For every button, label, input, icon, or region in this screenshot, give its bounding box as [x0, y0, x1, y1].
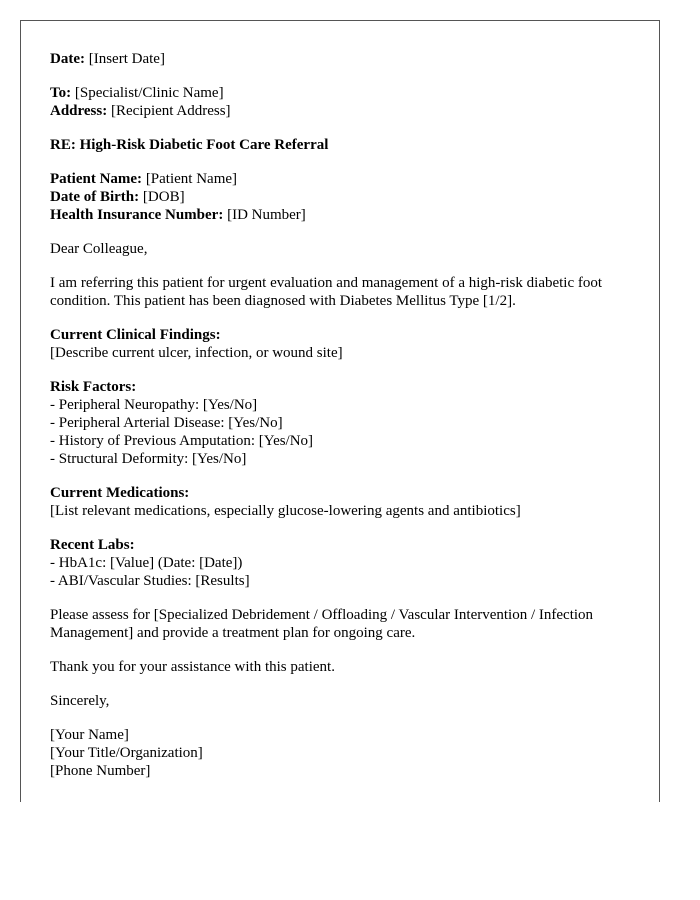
signature-name: [Your Name] — [50, 727, 129, 743]
subject-block — [50, 136, 645, 154]
intro-block — [50, 274, 645, 310]
signature-phone: [Phone Number] — [50, 763, 151, 779]
thanks-block — [50, 658, 645, 676]
signature-title: [Your Title/Organization] — [50, 745, 203, 761]
date-value: [Insert Date] — [88, 51, 165, 67]
risk-factor-item: - Peripheral Arterial Disease: [Yes/No] — [50, 415, 283, 431]
risk-factors-block — [50, 378, 645, 468]
insurance-line — [50, 206, 645, 224]
dob-value: [DOB] — [142, 189, 185, 205]
request-paragraph: Please assess for [Specialized Debridement / Offloading / Vascular Intervention / Infection Management] and provide a treatment plan for ongoing care. — [50, 607, 594, 641]
risk-factor-item: - History of Previous Amputation: [Yes/No] — [50, 433, 314, 449]
closing-block — [50, 692, 645, 710]
risk-factors-heading: Risk Factors: — [50, 379, 137, 395]
dob-line — [50, 188, 645, 206]
medications-block — [50, 484, 645, 520]
address-value: [Recipient Address] — [110, 103, 231, 119]
lab-item: - ABI/Vascular Studies: [Results] — [50, 573, 250, 589]
clinical-findings-block — [50, 326, 645, 362]
closing: Sincerely, — [50, 693, 110, 709]
letter-page — [20, 20, 660, 802]
date-line — [50, 50, 645, 68]
intro-paragraph: I am referring this patient for urgent evaluation and management of a high-risk diabetic foot condition. This patient has been diagnosed with Diabetes Mellitus Type [1/2]. — [50, 275, 603, 309]
to-label: To: — [50, 85, 72, 101]
to-value: [Specialist/Clinic Name] — [74, 85, 224, 101]
letter-body — [50, 50, 645, 796]
insurance-label: Health Insurance Number: — [50, 207, 224, 223]
patient-name-value: [Patient Name] — [145, 171, 238, 187]
address-line — [50, 102, 645, 120]
medications-heading: Current Medications: — [50, 485, 190, 501]
patient-block — [50, 170, 645, 224]
signature-block — [50, 726, 645, 780]
clinical-findings-heading: Current Clinical Findings: — [50, 327, 221, 343]
salutation: Dear Colleague, — [50, 241, 148, 257]
recipient-block — [50, 84, 645, 120]
risk-factor-item: - Peripheral Neuropathy: [Yes/No] — [50, 397, 258, 413]
lab-item: - HbA1c: [Value] (Date: [Date]) — [50, 555, 243, 571]
salutation-block — [50, 240, 645, 258]
labs-heading: Recent Labs: — [50, 537, 135, 553]
thanks-paragraph: Thank you for your assistance with this patient. — [50, 659, 335, 675]
address-label: Address: — [50, 103, 108, 119]
to-line — [50, 84, 645, 102]
clinical-findings-text: [Describe current ulcer, infection, or wound site] — [50, 345, 343, 361]
dob-label: Date of Birth: — [50, 189, 140, 205]
patient-name-line — [50, 170, 645, 188]
insurance-value: [ID Number] — [227, 207, 306, 223]
date-label: Date: — [50, 51, 85, 67]
medications-text: [List relevant medications, especially glucose-lowering agents and antibiotics] — [50, 503, 521, 519]
patient-name-label: Patient Name: — [50, 171, 143, 187]
subject-line: RE: High-Risk Diabetic Foot Care Referral — [50, 137, 329, 153]
date-block — [50, 50, 645, 68]
labs-block — [50, 536, 645, 590]
request-block — [50, 606, 645, 642]
risk-factor-item: - Structural Deformity: [Yes/No] — [50, 451, 247, 467]
